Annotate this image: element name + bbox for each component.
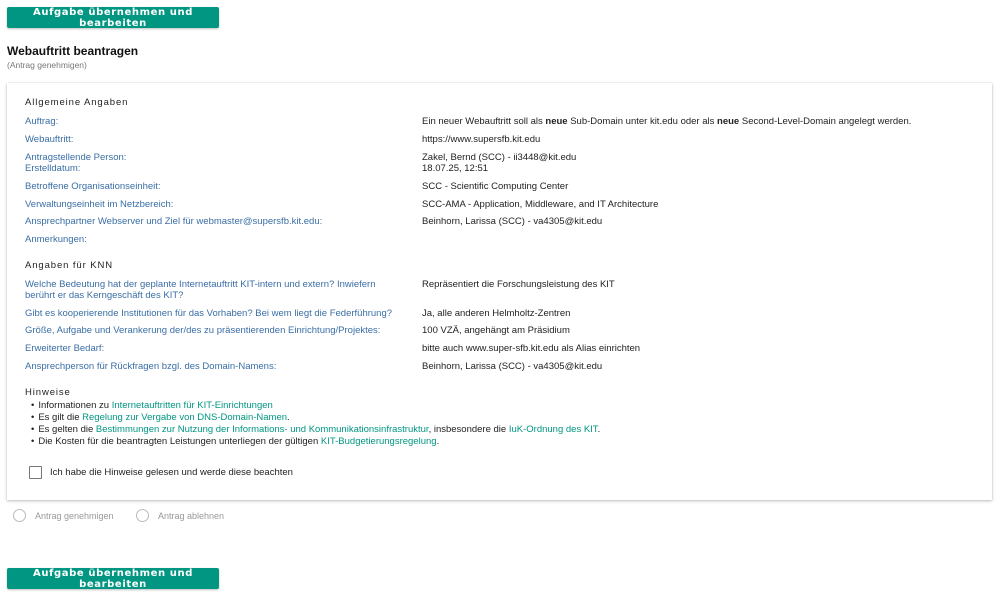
value-extended-need: bitte auch www.super-sfb.kit.edu als Alias einrichten	[422, 343, 641, 354]
value-created: 18.07.25, 12:51	[422, 163, 489, 174]
link-usage-terms[interactable]: Bestimmungen zur Nutzung der Informations- und Kommunikationsinfrastruktur	[95, 424, 429, 435]
key-domain-contact: Ansprechperson für Rückfragen bzgl. des Domain-Namens:	[25, 361, 277, 372]
take-over-button-top[interactable]: Aufgabe übernehmen und bearbeiten	[7, 7, 219, 28]
key-size: Größe, Aufgabe und Verankerung der/des zu präsentierenden Einrichtung/Projektes:	[25, 325, 381, 336]
value-applicant: Zakel, Bernd (SCC) - ii3448@kit.edu	[422, 152, 577, 163]
value-size: 100 VZÄ, angehängt am Präsidium	[422, 325, 570, 336]
key-extended-need: Erweiterter Bedarf:	[25, 343, 105, 354]
key-significance: Welche Bedeutung hat der geplante Internetauftritt KIT-intern und extern? Inwiefern berührt er das Kerngeschäft des KIT?	[25, 279, 376, 301]
link-internet-appearances[interactable]: Internetauftritten für KIT-Einrichtungen	[111, 400, 273, 411]
reject-radio[interactable]	[136, 509, 149, 522]
key-org-unit: Betroffene Organisationseinheit:	[25, 181, 161, 192]
hints-list	[31, 400, 600, 448]
page-subtitle: (Antrag genehmigen)	[7, 60, 87, 70]
key-admin-unit: Verwaltungseinheit im Netzbereich:	[25, 199, 174, 210]
section-general-title: Allgemeine Angaben	[25, 97, 129, 108]
key-remarks: Anmerkungen:	[25, 234, 87, 245]
value-significance: Repräsentiert die Forschungsleistung des KIT	[422, 279, 615, 290]
link-budget-rules[interactable]: KIT-Budgetierungsregelung	[320, 436, 437, 447]
key-contact-webserver: Ansprechpartner Webserver und Ziel für webmaster@supersfb.kit.edu:	[25, 216, 323, 227]
hints-ack-checkbox[interactable]	[29, 466, 42, 479]
value-org-unit: SCC - Scientific Computing Center	[422, 181, 569, 192]
reject-label: Antrag ablehnen	[158, 511, 225, 521]
value-domain-contact: Beinhorn, Larissa (SCC) - va4305@kit.edu	[422, 361, 603, 372]
value-webauftritt: https://www.supersfb.kit.edu	[422, 134, 541, 145]
value-auftrag: Ein neuer Webauftritt soll als neue Sub-Domain unter kit.edu oder als neue Second-Level-Domain angelegt werden.	[422, 116, 912, 127]
link-dns-rules[interactable]: Regelung zur Vergabe von DNS-Domain-Namen	[82, 412, 288, 423]
value-cooperation: Ja, alle anderen Helmholtz-Zentren	[422, 308, 571, 319]
key-webauftritt: Webauftritt:	[25, 134, 74, 145]
page-title: Webauftritt beantragen	[7, 44, 139, 58]
key-auftrag: Auftrag:	[25, 116, 59, 127]
value-admin-unit: SCC-AMA - Application, Middleware, and IT Architecture	[422, 199, 659, 210]
approve-radio[interactable]	[13, 509, 26, 522]
hints-ack-label: Ich habe die Hinweise gelesen und werde diese beachten	[50, 467, 293, 478]
hint-item: • Es gelten die Bestimmungen zur Nutzung der Informations- und Kommunikationsinfrastruktur, insbesondere die IuK-Ordnung des KIT.	[31, 424, 600, 436]
section-knn-title: Angaben für KNN	[25, 260, 113, 271]
key-applicant: Antragstellende Person:	[25, 152, 127, 163]
hint-item: • Die Kosten für die beantragten Leistungen unterliegen der gültigen KIT-Budgetierungsregelung.	[31, 436, 600, 448]
link-iuk-order[interactable]: IuK-Ordnung des KIT	[508, 424, 598, 435]
value-contact-webserver: Beinhorn, Larissa (SCC) - va4305@kit.edu	[422, 216, 603, 227]
hint-item: • Es gilt die Regelung zur Vergabe von DNS-Domain-Namen.	[31, 412, 600, 424]
key-created: Erstelldatum:	[25, 163, 81, 174]
hint-item: • Informationen zu Internetauftritten für KIT-Einrichtungen	[31, 400, 600, 412]
key-cooperation: Gibt es kooperierende Institutionen für das Vorhaben? Bei wem liegt die Federführung?	[25, 308, 393, 319]
section-hints-title: Hinweise	[25, 387, 71, 398]
approve-label: Antrag genehmigen	[35, 511, 114, 521]
take-over-button-bottom[interactable]: Aufgabe übernehmen und bearbeiten	[7, 568, 219, 589]
